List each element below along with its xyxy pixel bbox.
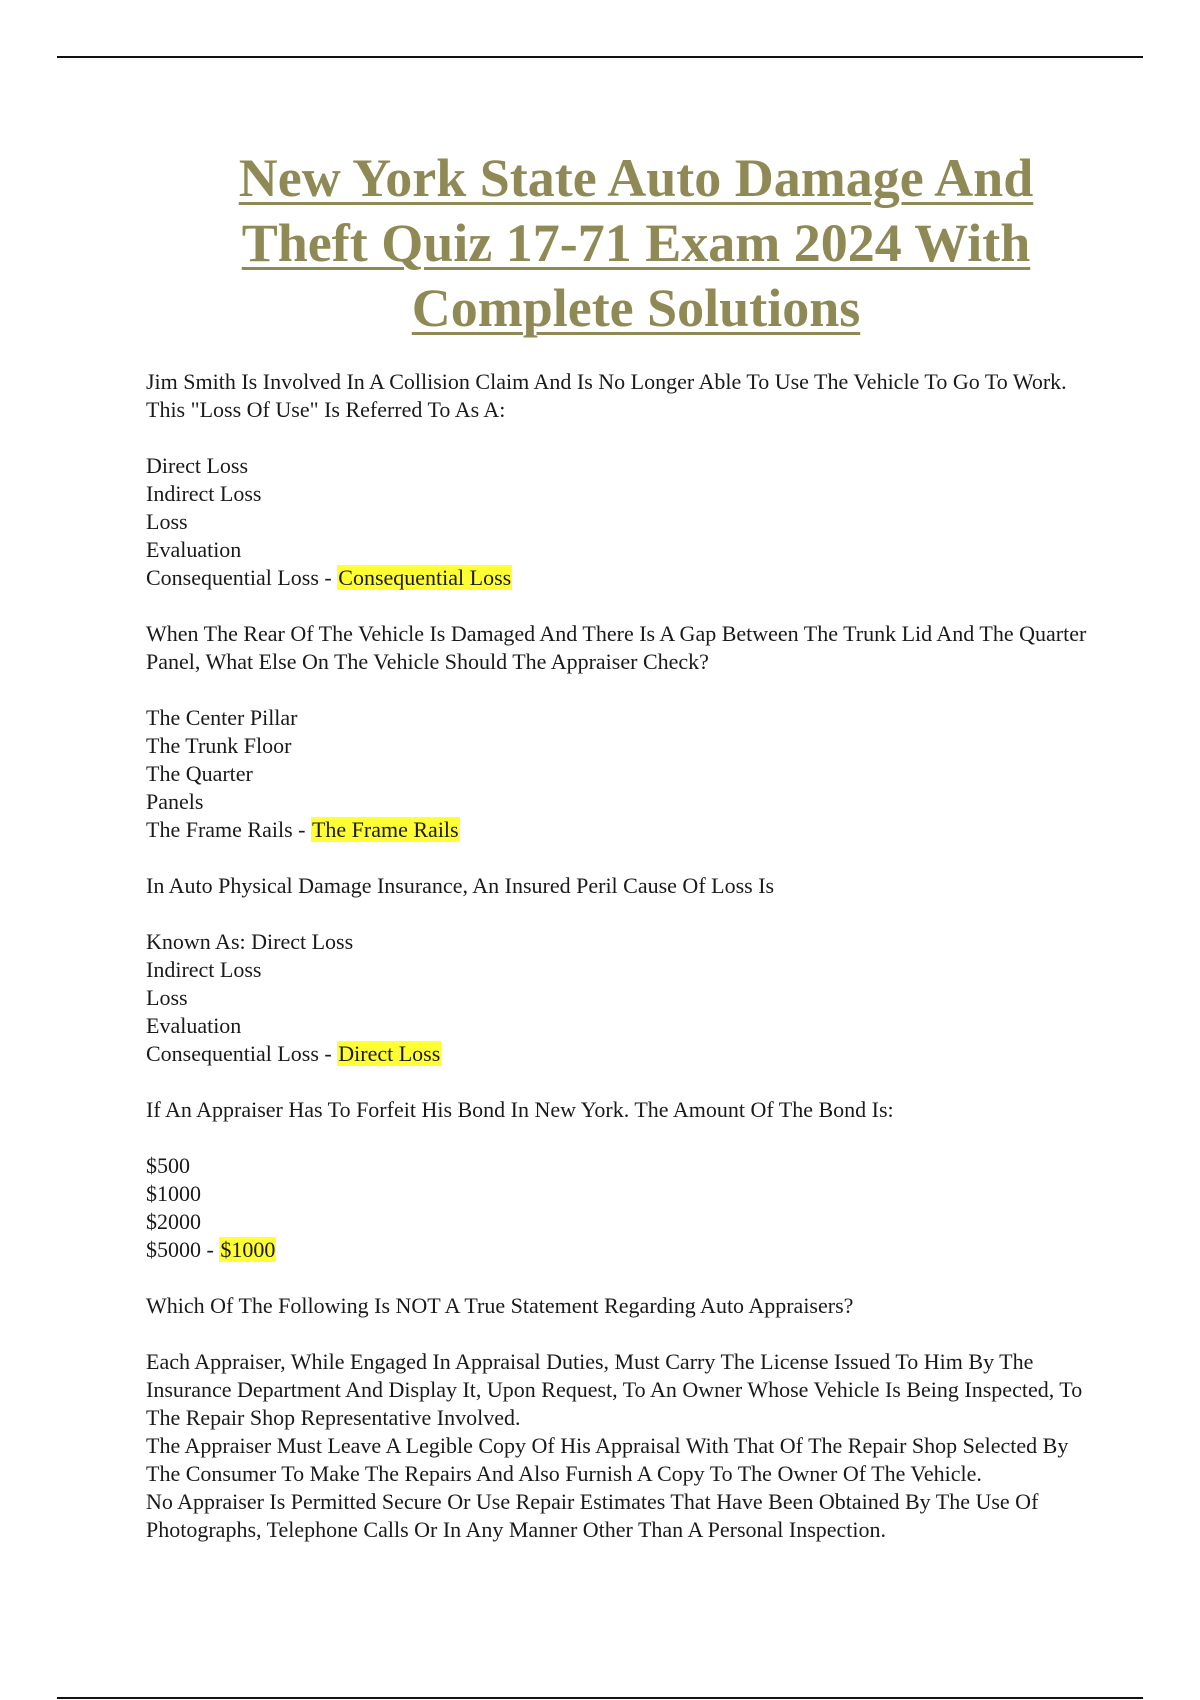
option: The Trunk Floor	[146, 733, 292, 758]
answer-highlight: Consequential Loss	[338, 565, 512, 590]
title-line-1: New York State Auto Damage And	[238, 148, 1034, 208]
question-text: If An Appraiser Has To Forfeit His Bond In New York. The Amount Of The Bond Is:	[146, 1097, 894, 1122]
title-line-2: Theft Quiz 17-71 Exam 2024 With	[241, 213, 1031, 273]
answer-highlight: Direct Loss	[338, 1041, 441, 1066]
option: Indirect Loss	[146, 957, 262, 982]
option: $2000	[146, 1209, 201, 1234]
option: Loss	[146, 509, 188, 534]
question-text: Which Of The Following Is NOT A True Statement Regarding Auto Appraisers?	[146, 1293, 854, 1318]
question-block	[146, 620, 1106, 844]
option: Each Appraiser, While Engaged In Appraisal Duties, Must Carry The License Issued To Him By The Insurance Department And Display It, Upon Request, To An Owner Whose Vehicle Is Being Inspected, To The Repair Shop Representative Involved.	[146, 1349, 1083, 1430]
option-with-answer	[146, 564, 1106, 592]
option: Consequential Loss -	[146, 1041, 332, 1066]
option: $5000 -	[146, 1237, 214, 1262]
option: Consequential Loss -	[146, 565, 332, 590]
option: No Appraiser Is Permitted Secure Or Use Repair Estimates That Have Been Obtained By The Use Of Photographs, Telephone Calls Or In Any Manner Other Than A Personal Inspection.	[146, 1489, 1039, 1542]
option: The Center Pillar	[146, 705, 298, 730]
option: $500	[146, 1153, 190, 1178]
question-text: Jim Smith Is Involved In A Collision Claim And Is No Longer Able To Use The Vehicle To Go To Work. This "Loss Of Use" Is Referred To As A:	[146, 369, 1067, 422]
option: Indirect Loss	[146, 481, 262, 506]
answer-highlight: The Frame Rails	[311, 817, 459, 842]
bottom-rule	[57, 1697, 1143, 1699]
option: Panels	[146, 789, 204, 814]
option: Loss	[146, 985, 188, 1010]
question-text: When The Rear Of The Vehicle Is Damaged And There Is A Gap Between The Trunk Lid And The Quarter Panel, What Else On The Vehicle Should The Appraiser Check?	[146, 621, 1087, 674]
top-rule	[57, 56, 1143, 58]
option: Known As: Direct Loss	[146, 929, 354, 954]
question-block	[146, 1096, 1106, 1264]
title-line-3: Complete Solutions	[411, 278, 861, 338]
question-block	[146, 872, 1106, 1068]
option: Evaluation	[146, 537, 242, 562]
option: Evaluation	[146, 1013, 242, 1038]
option-with-answer	[146, 1040, 1106, 1068]
question-block	[146, 368, 1106, 592]
question-text: In Auto Physical Damage Insurance, An Insured Peril Cause Of Loss Is	[146, 873, 775, 898]
question-block	[146, 1292, 1106, 1544]
option: The Frame Rails -	[146, 817, 306, 842]
option: The Appraiser Must Leave A Legible Copy Of His Appraisal With That Of The Repair Shop Selected By The Consumer To Make The Repairs And Also Furnish A Copy To The Owner Of The Vehicle.	[146, 1433, 1069, 1486]
option-with-answer	[146, 1236, 1106, 1264]
document-title	[146, 146, 1126, 341]
quiz-content	[146, 368, 1106, 1572]
option: The Quarter	[146, 761, 253, 786]
option: $1000	[146, 1181, 201, 1206]
answer-highlight: $1000	[220, 1237, 276, 1262]
option-with-answer	[146, 816, 1106, 844]
option: Direct Loss	[146, 453, 249, 478]
